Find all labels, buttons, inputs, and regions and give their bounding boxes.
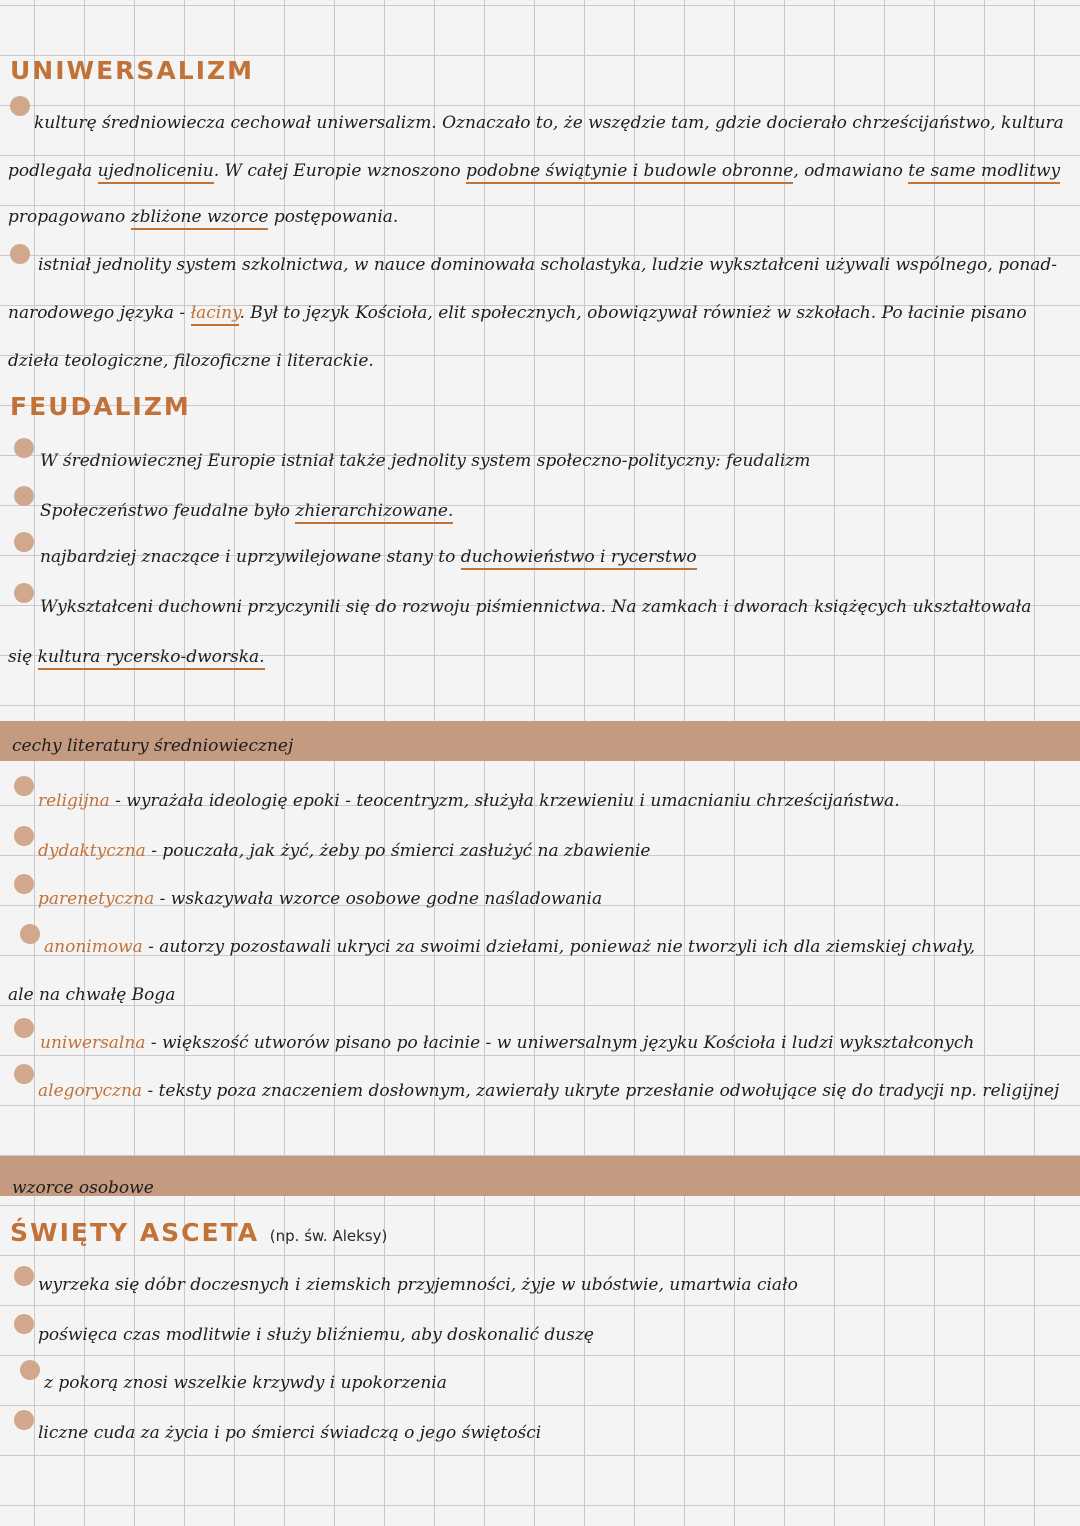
bullet-dot — [14, 1266, 34, 1286]
list-item: parenetyczna - wskazywała wzorce osobowe godne naśladowania — [38, 889, 603, 909]
band-label-wzorce: wzorce osobowe — [12, 1178, 154, 1198]
bullet-dot — [10, 244, 30, 264]
list-item: poświęca czas modlitwie i służy bliźniemu, aby doskonalić duszę — [38, 1325, 594, 1345]
text-line: dzieła teologiczne, filozoficzne i literackie. — [8, 351, 374, 371]
band-label-cechy: cechy literatury średniowiecznej — [12, 736, 294, 756]
text-line: najbardziej znaczące i uprzywilejowane stany to duchowieństwo i rycerstwo — [40, 546, 697, 568]
heading-uniwersalizm: UNIWERSALIZM — [10, 56, 255, 85]
bullet-dot — [14, 776, 34, 796]
text-line: podlegała ujednoliceniu. W całej Europie wznoszono podobne świątynie i budowle obronne, odmawiano te same modlitwy — [8, 160, 1060, 182]
bullet-dot — [14, 1018, 34, 1038]
bullet-dot — [14, 826, 34, 846]
heading-feudalizm: FEUDALIZM — [10, 392, 191, 421]
text-line: propagowano zbliżone wzorce postępowania. — [8, 206, 398, 228]
bullet-dot — [20, 924, 40, 944]
bullet-dot — [14, 874, 34, 894]
bullet-dot — [14, 486, 34, 506]
text-line: kulturę średniowiecza cechował uniwersalizm. Oznaczało to, że wszędzie tam, gdzie docierało chrześcijaństwo, kultura — [34, 113, 1064, 133]
text-line: Społeczeństwo feudalne było zhierarchizowane. — [40, 500, 453, 522]
text-line: W średniowiecznej Europie istniał także jednolity system społeczno-polityczny: feudalizm — [40, 451, 811, 471]
heading-swiety-asceta: ŚWIĘTY ASCETA (np. św. Aleksy) — [10, 1218, 388, 1247]
section-band — [0, 1156, 1080, 1196]
text-line: istniał jednolity system szkolnictwa, w nauce dominowała scholastyka, ludzie wykształceni używali wspólnego, ponad- — [38, 255, 1058, 275]
list-item: liczne cuda za życia i po śmierci świadczą o jego świętości — [38, 1423, 542, 1443]
text-line: Wykształceni duchowni przyczynili się do rozwoju piśmiennictwa. Na zamkach i dworach książęcych ukształtowała — [40, 597, 1032, 617]
bullet-dot — [14, 532, 34, 552]
list-item: religijna - wyrażała ideologię epoki - teocentryzm, służyła krzewieniu i umacnianiu chrześcijaństwa. — [38, 791, 900, 811]
list-item: alegoryczna - teksty poza znaczeniem dosłownym, zawierały ukryte przesłanie odwołujące się do tradycji np. religijnej — [38, 1081, 1060, 1101]
bullet-dot — [14, 1314, 34, 1334]
list-item: wyrzeka się dóbr doczesnych i ziemskich przyjemności, żyje w ubóstwie, umartwia ciało — [38, 1275, 798, 1295]
list-item: anonimowa - autorzy pozostawali ukryci za swoimi dziełami, ponieważ nie tworzyli ich dla ziemskiej chwały, — [44, 937, 976, 957]
list-item: z pokorą znosi wszelkie krzywdy i upokorzenia — [44, 1373, 447, 1393]
bullet-dot — [10, 96, 30, 116]
text-line: narodowego języka - łaciny. Był to język Kościoła, elit społecznych, obowiązywał również w szkołach. Po łacinie pisano — [8, 302, 1027, 324]
bullet-dot — [14, 1064, 34, 1084]
bullet-dot — [20, 1360, 40, 1380]
bullet-dot — [14, 438, 34, 458]
list-item: dydaktyczna - pouczała, jak żyć, żeby po śmierci zasłużyć na zbawienie — [38, 841, 651, 861]
bullet-dot — [14, 583, 34, 603]
text-line: się kultura rycersko-dworska. — [8, 646, 265, 668]
list-item: uniwersalna - większość utworów pisano po łacinie - w uniwersalnym języku Kościoła i ludzi wykształconych — [40, 1033, 975, 1053]
text-line: ale na chwałę Boga — [8, 985, 176, 1005]
bullet-dot — [14, 1410, 34, 1430]
